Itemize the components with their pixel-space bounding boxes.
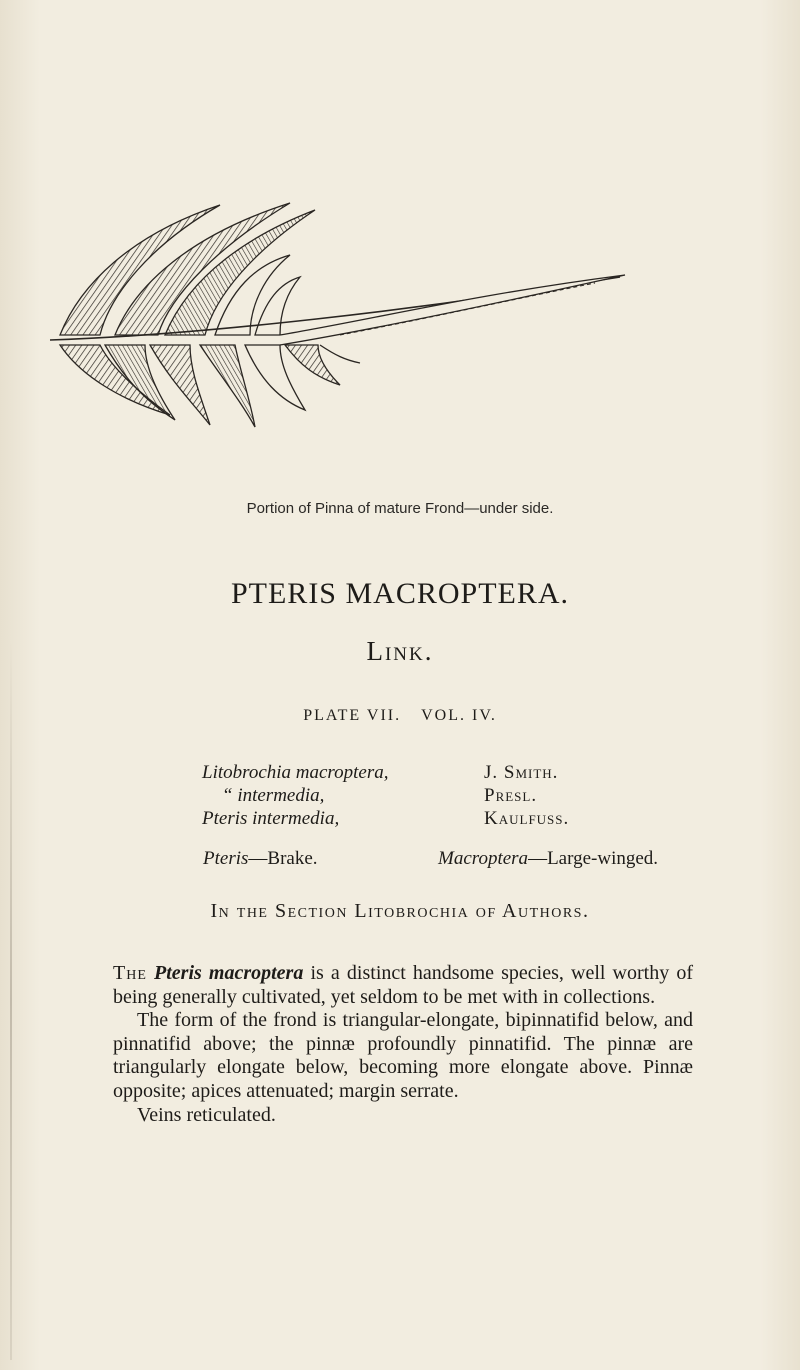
- species-authority: Link.: [366, 636, 434, 666]
- species-name: Macroptera: [438, 848, 529, 869]
- paragraph-intro: [113, 962, 693, 1009]
- volume-number: VOL. IV.: [421, 707, 497, 724]
- synonym-row: [202, 784, 562, 807]
- synonym-author: Presl.: [484, 785, 538, 806]
- paragraph-lead: The: [113, 962, 147, 984]
- genus-meaning: —Brake.: [248, 848, 318, 869]
- synonym-row: [202, 807, 570, 830]
- synonym-name: Pteris intermedia,: [202, 808, 340, 829]
- paragraph-description: The form of the frond is triangular-elongate, bipinnatifid below, and pinnatifid above; the pinnæ profoundly pinnatifid. The pinnæ are triangularly elongate below, becoming more elongate above. Pinnæ opposite; apices attenuated; margin serrate.: [113, 1009, 693, 1102]
- lower-lobe-6: [285, 345, 340, 385]
- plate-number: PLATE VII.: [303, 707, 402, 724]
- lower-lobe-4: [200, 345, 255, 427]
- synonym-list: [202, 761, 570, 830]
- page-gutter-shadow: [10, 640, 12, 1360]
- paragraph-veins: Veins reticulated.: [137, 1103, 276, 1126]
- synonym-name: Litobrochia macroptera,: [202, 762, 389, 783]
- species-meaning: —Large-winged.: [528, 848, 659, 869]
- synonym-author: J. Smith.: [484, 762, 559, 783]
- synonym-author: Kaulfuss.: [484, 808, 570, 829]
- paragraph-intro-text: is a distinct handsome species, well worthy of being generally cultivated, yet seldom to be met with in collections.: [113, 962, 693, 1008]
- lower-lobe-7: [320, 345, 360, 363]
- upper-lobe-5: [255, 277, 300, 335]
- species-title-inline: Pteris macroptera: [154, 962, 304, 984]
- genus-name: Pteris: [203, 848, 249, 869]
- synonym-name: “ intermedia,: [222, 785, 325, 806]
- page-title: PTERIS MACROPTERA.: [230, 577, 570, 610]
- species-etymology: [438, 848, 658, 870]
- lower-lobe-3: [150, 345, 210, 425]
- figure-caption: Portion of Pinna of mature Frond—under side.: [246, 500, 554, 517]
- synonym-row: [202, 761, 562, 784]
- plate-reference: [0, 707, 800, 725]
- pinna-tip: [280, 275, 625, 345]
- description-body: [113, 962, 693, 1127]
- genus-etymology: [203, 848, 318, 870]
- section-heading: In the Section Litobrochia of Authors.: [210, 900, 590, 922]
- fern-pinna-illustration: [40, 195, 630, 435]
